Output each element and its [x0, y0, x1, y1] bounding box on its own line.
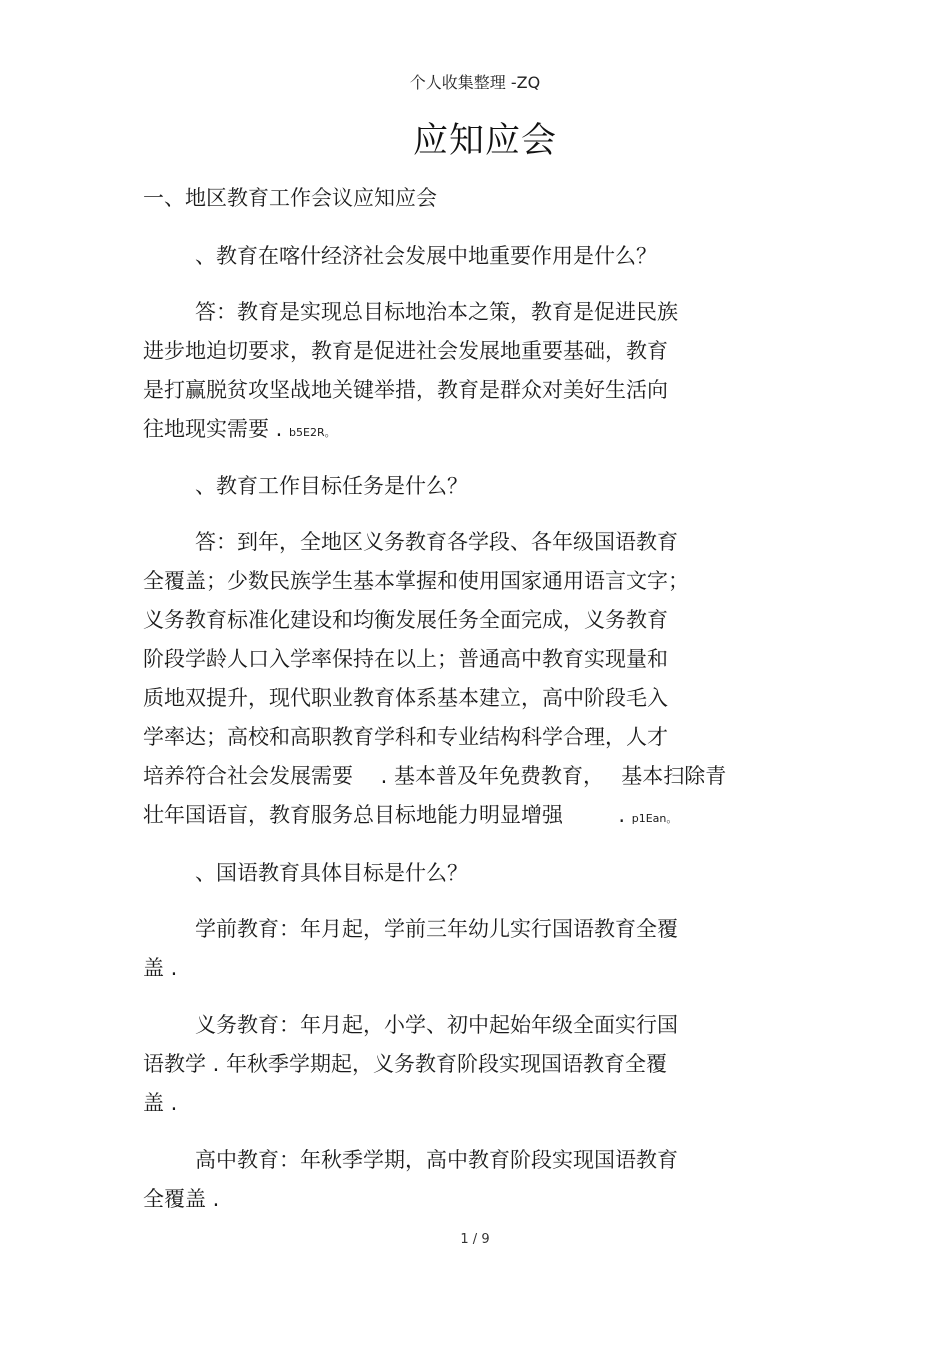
answer-1-line — [143, 413, 336, 443]
answer-2-line: 答：到年，全地区义务教育各学段、各年级国语教育 — [195, 530, 678, 554]
document-title: 应知应会 — [412, 121, 557, 161]
question-1: 、教育在喀什经济社会发展中地重要作用是什么？ — [195, 244, 657, 268]
answer-2-line: 义务教育标准化建设和均衡发展任务全面完成，义务教育 — [143, 608, 668, 632]
highschool-line: 全覆盖 . — [143, 1187, 220, 1211]
page-header: 个人收集整理 -ZQ — [409, 73, 541, 92]
answer-1-line: 进步地迫切要求，教育是促进社会发展地重要基础，教育 — [143, 339, 668, 363]
section-heading: 一、地区教育工作会议应知应会 — [143, 186, 437, 210]
answer-2-line — [143, 799, 677, 829]
preschool-line: 盖 . — [143, 956, 178, 980]
answer-2-line: 质地双提升，现代职业教育体系基本建立，高中阶段毛入 — [143, 686, 668, 710]
answer-2-line: 全覆盖；少数民族学生基本掌握和使用国家通用语言文字； — [143, 569, 689, 593]
answer-1-tag: b5E2R。 — [289, 426, 336, 439]
compulsory-line: 语教学 . 年秋季学期起，义务教育阶段实现国语教育全覆 — [143, 1052, 668, 1076]
answer-1-line: 答：教育是实现总目标地治本之策，教育是促进民族 — [195, 300, 678, 324]
answer-2-line: 阶段学龄人口入学率保持在以上；普通高中教育实现量和 — [143, 647, 668, 671]
preschool-line: 学前教育：年月起，学前三年幼儿实行国语教育全覆 — [195, 917, 678, 941]
compulsory-line: 义务教育：年月起，小学、初中起始年级全面实行国 — [195, 1013, 678, 1037]
page-number: 1 / 9 — [460, 1232, 490, 1247]
answer-2-tag: p1Ean。 — [631, 812, 678, 825]
compulsory-line: 盖 . — [143, 1091, 178, 1115]
answer-2-text: 壮年国语盲，教育服务总目标地能力明显增强 . — [143, 803, 626, 827]
answer-1-line: 是打赢脱贫攻坚战地关键举措，教育是群众对美好生活向 — [143, 378, 668, 402]
question-2: 、教育工作目标任务是什么？ — [195, 474, 468, 498]
answer-1-text: 往地现实需要 . — [143, 417, 283, 441]
answer-2-line: 培养符合社会发展需要 . 基本普及年免费教育， 基本扫除青 — [143, 764, 727, 788]
highschool-line: 高中教育：年秋季学期，高中教育阶段实现国语教育 — [195, 1148, 678, 1172]
answer-2-line: 学率达；高校和高职教育学科和专业结构科学合理，人才 — [143, 725, 668, 749]
question-3: 、国语教育具体目标是什么？ — [195, 861, 468, 885]
